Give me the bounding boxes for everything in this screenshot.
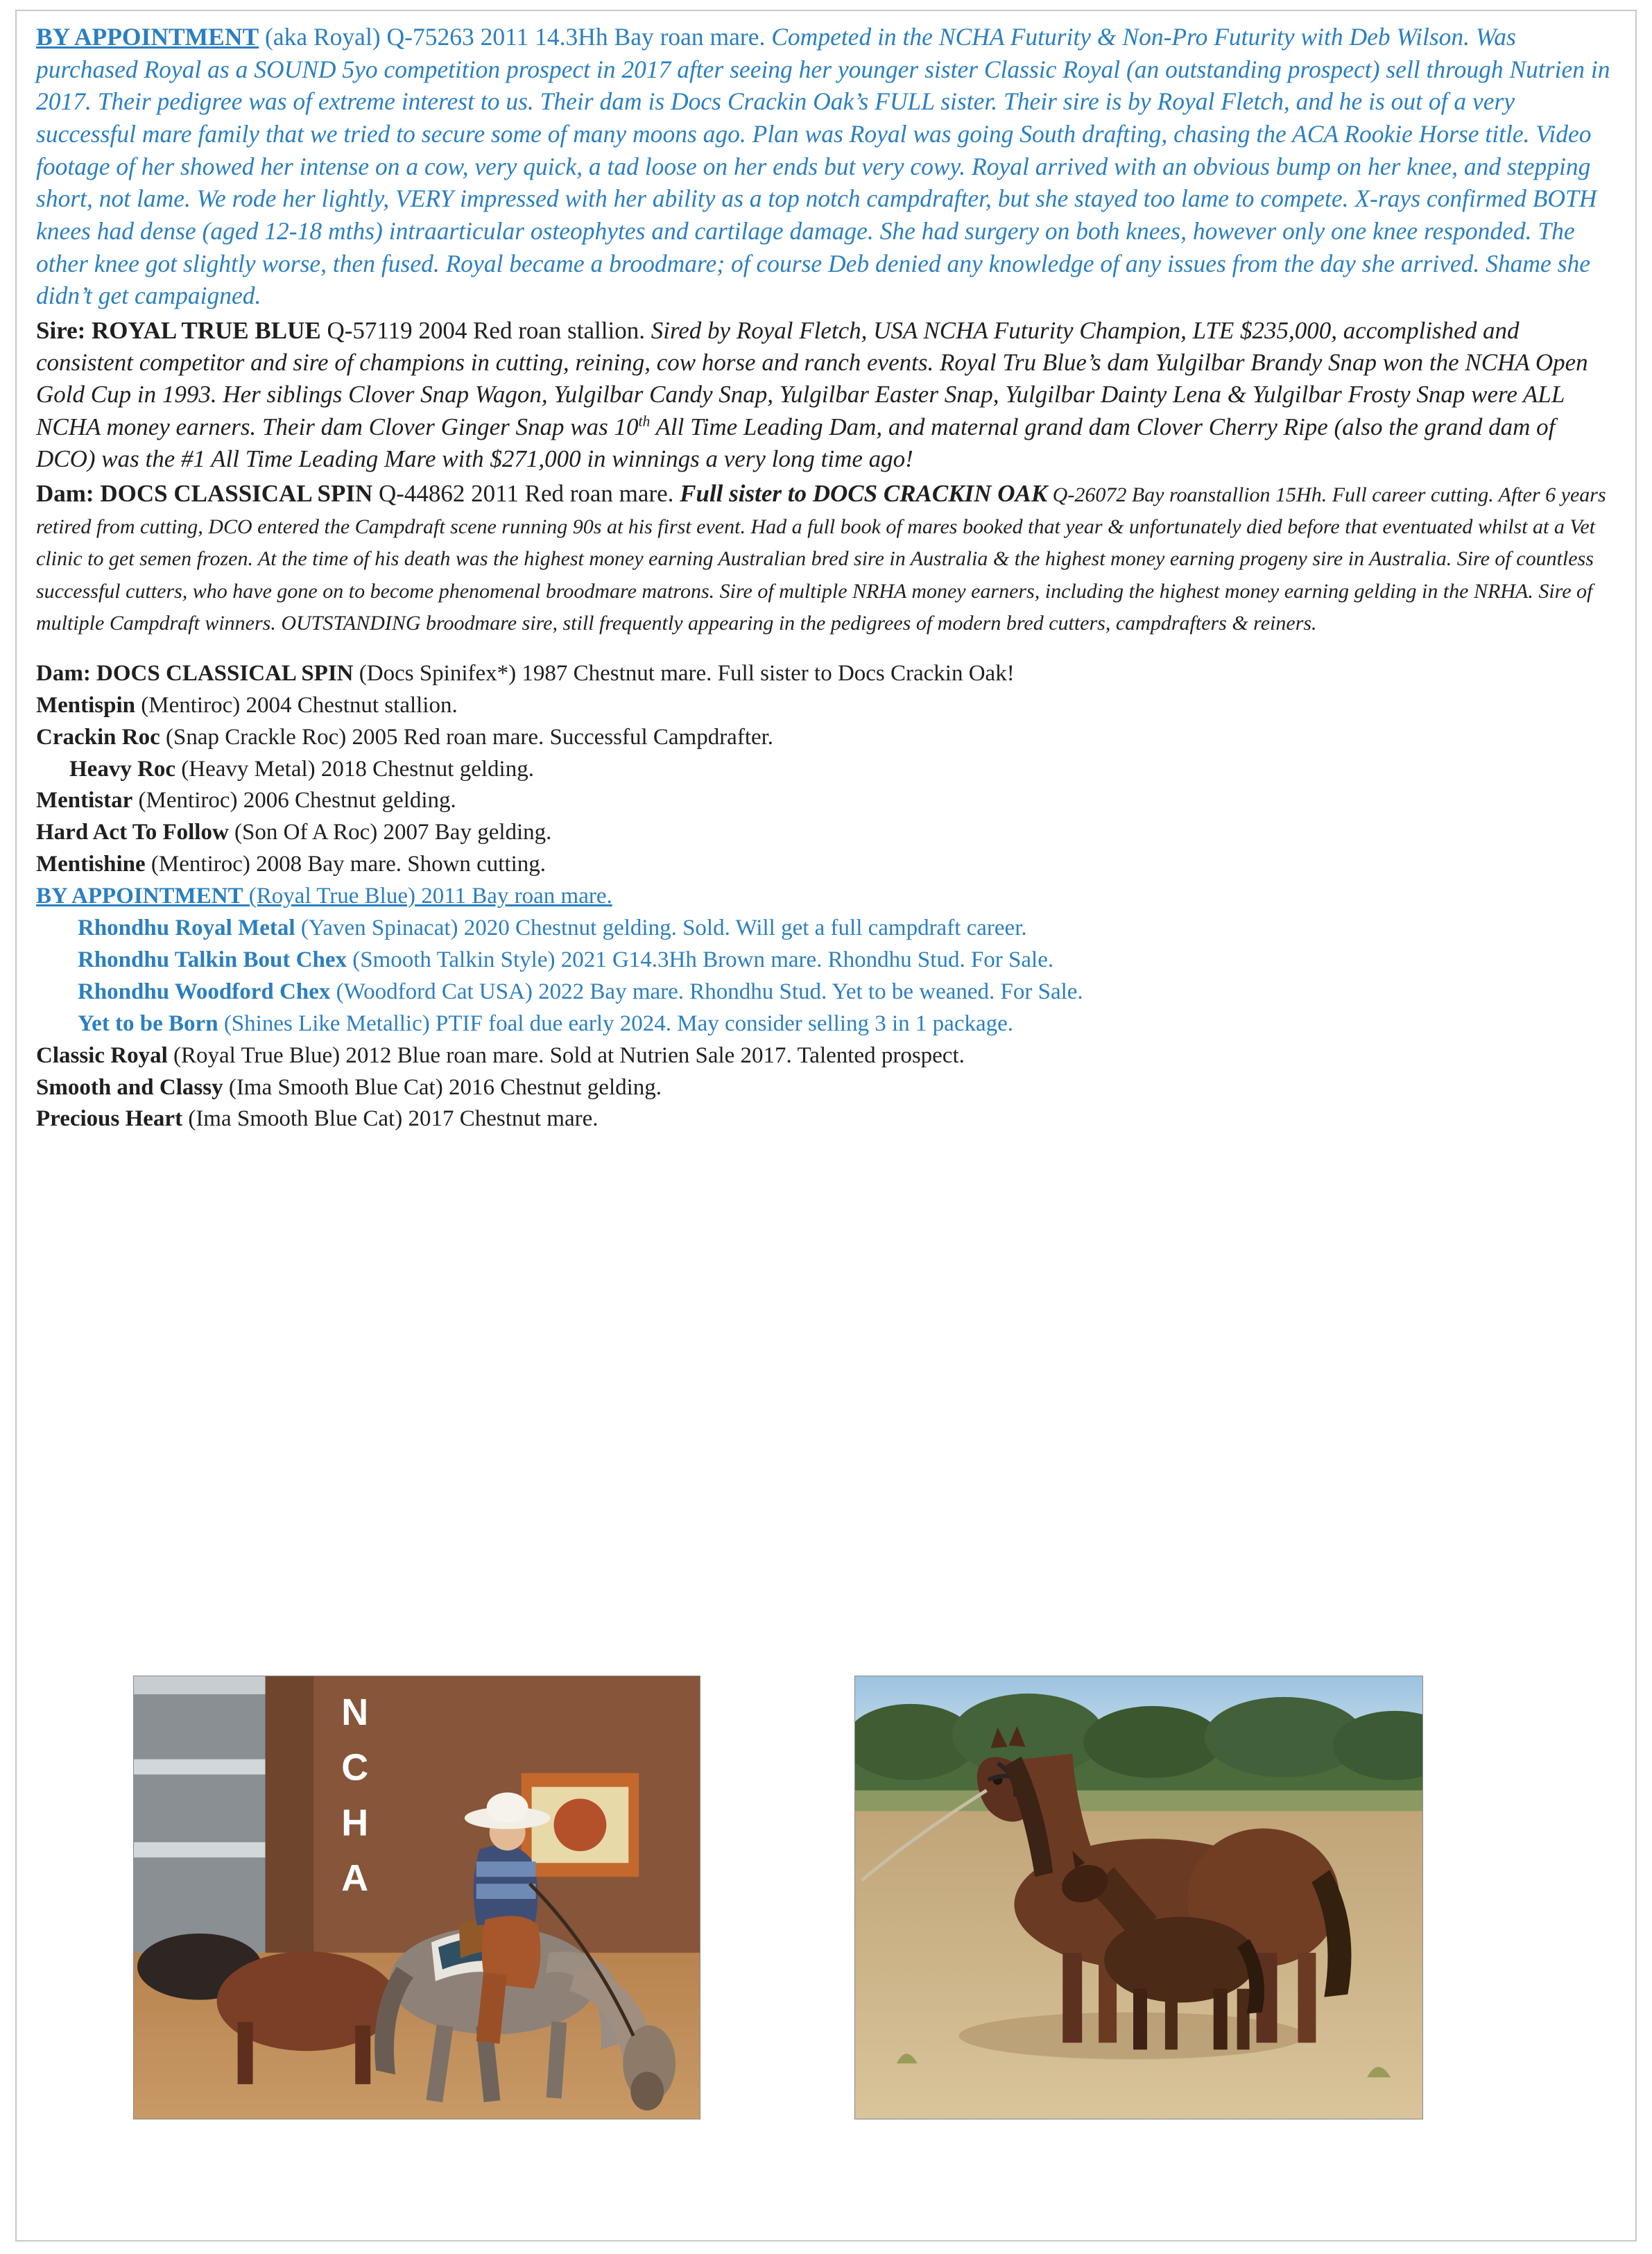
sire-registration: Q-57119 2004 Red roan stallion.: [320, 317, 651, 345]
pedigree-detail: (Shines Like Metallic) PTIF foal due early 2024. May consider selling 3 in 1 package.: [218, 1010, 1014, 1036]
pedigree-name: Mentispin: [36, 692, 136, 718]
svg-text:N: N: [341, 1691, 369, 1733]
pedigree-name: Crackin Roc: [36, 724, 160, 750]
pedigree-name: Rhondhu Woodford Chex: [78, 979, 331, 1004]
dam-full-sister-detail: Q-26072 Bay roan: [1047, 483, 1208, 506]
list-item: [36, 818, 1616, 848]
pedigree-name: Rhondhu Talkin Bout Chex: [78, 947, 347, 972]
pedigree-detail: (Heavy Metal) 2018 Chestnut gelding.: [175, 756, 534, 782]
list-item: [36, 723, 1616, 752]
pedigree-detail: (Ima Smooth Blue Cat) 2016 Chestnut gelding.: [223, 1074, 662, 1100]
pedigree-detail: (Yaven Spinacat) 2020 Chestnut gelding. Sold. Will get a full campdraft career.: [295, 915, 1027, 941]
section-spacer: [36, 639, 1616, 659]
list-item: [36, 1104, 1616, 1134]
pedigree-name: Precious Heart: [36, 1106, 183, 1132]
sire-body-part2: All Time Leading Dam, and maternal grand dam Clover Cherry Ripe (also the grand dam of DCO) was the #1 All Time Leading Mare with $271,000 in winnings a very long time ago!: [36, 413, 1556, 472]
sire-paragraph: [36, 315, 1616, 475]
pedigree-name: Heavy Roc: [69, 756, 176, 782]
intro-body: Competed in the NCHA Futurity & Non-Pro Futurity with Deb Wilson. Was purchased Royal as a SOUND 5yo competition prospect in 2017 after seeing her younger sister Classic Royal (an outstanding prospect) sell through Nutrien in 2017. Their pedigree was of extreme interest to us. Their dam is Docs Crackin Oak’s FULL sister. Their sire is by Royal Fletch, and he is out of a very successful mare family that we tried to secure some of many moons ago. Plan was Royal was going South drafting, chasing the ACA Rookie Horse title. Video footage of her showed her intense on a cow, very quick, a tad loose on her ends but very cowy. Royal arrived with an obvious bump on her knee, and stepping short, not lame. We rode her lightly, VERY impressed with her ability as a top notch campdrafter, but she stayed too lame to compete. X-rays confirmed BOTH knees had dense (aged 12-18 mths) intraarticular osteophytes and cartilage damage. She had surgery on both knees, however only one knee responded. The other knee got slightly worse, then fused. Royal became a broodmare; of course Deb denied any knowledge of any issues from the day she arrived. Shame she didn’t get campaigned.: [36, 23, 1610, 310]
pedigree-list: [36, 659, 1616, 1134]
svg-text:C: C: [341, 1746, 369, 1789]
sire-heading: Sire: ROYAL TRUE BLUE: [36, 317, 321, 345]
list-item: [36, 755, 1616, 784]
list-item-by-appointment: [36, 881, 1616, 911]
list-item: [36, 850, 1616, 879]
cutting-competition-illustration: [134, 1676, 700, 2119]
pedigree-detail: (Royal True Blue) 2011 Bay roan mare.: [243, 884, 612, 909]
dam-paragraph: [36, 478, 1616, 638]
dam-full-sister-heading: Full sister to DOCS CRACKIN OAK: [680, 479, 1048, 507]
dam-body: stallion 15Hh. Full career cutting. After 6 years retired from cutting, DCO entered the Campdraft scene running 90s at his first event. Had a full book of mares booked that year & unfortunately died before that eventuated whilst at a Vet clinic to get semen frozen. At the time of his death was the highest money earning Australian bred sire in Australia & the highest money earning progeny sire in Australia. Sire of countless successful cutters, who have gone on to become phenomenal broodmare matrons. Sire of multiple NRHA money earners, including the highest money earning gelding in the NRHA. Sire of multiple Campdraft winners. OUTSTANDING broodmare sire, still frequently appearing in the pedigrees of modern bred cutters, campdrafters & reiners.: [36, 483, 1606, 635]
mare-and-foal-illustration: [855, 1676, 1422, 2119]
list-item: [36, 691, 1616, 721]
list-item: [36, 977, 1616, 1007]
document-content: [36, 21, 1616, 1136]
dam-registration: Q-44862 2011 Red roan mare.: [372, 479, 680, 507]
pedigree-name: Hard Act To Follow: [36, 820, 229, 845]
list-item: [36, 1041, 1616, 1071]
pedigree-name: Mentistar: [36, 788, 133, 814]
pedigree-detail: (Mentiroc) 2006 Chestnut gelding.: [132, 788, 456, 814]
pedigree-detail: (Mentiroc) 2004 Chestnut stallion.: [135, 692, 458, 718]
intro-horse-details: (aka Royal) Q-75263 2011 14.3Hh Bay roan mare.: [259, 23, 772, 51]
pedigree-detail: (Woodford Cat USA) 2022 Bay mare. Rhondhu Stud. Yet to be weaned. For Sale.: [330, 979, 1083, 1004]
pedigree-detail: (Smooth Talkin Style) 2021 G14.3Hh Brown mare. Rhondhu Stud. For Sale.: [346, 947, 1054, 972]
pedigree-name: Mentishine: [36, 852, 146, 877]
list-item: [36, 786, 1616, 816]
svg-text:H: H: [341, 1802, 369, 1844]
pedigree-name: BY APPOINTMENT: [36, 884, 243, 909]
list-item: [36, 945, 1616, 975]
pedigree-name: Rhondhu Royal Metal: [78, 915, 295, 941]
dam-heading: Dam: DOCS CLASSICAL SPIN: [36, 479, 373, 507]
intro-paragraph: [36, 21, 1616, 312]
pedigree-name: Classic Royal: [36, 1042, 168, 1068]
list-item: [36, 659, 1616, 689]
sire-body-part1: Sired by Royal Fletch, USA NCHA Futurity Champion, LTE $235,000, accomplished and consistent competitor and sire of champions in cutting, reining, cow horse and ranch events. Royal Tru Blue’s dam Yulgilbar Brandy Snap won the NCHA Open Gold Cup in 1993. Her siblings Clover Snap Wagon, Yulgilbar Candy Snap, Yulgilbar Easter Snap, Yulgilbar Dainty Lena & Yulgilbar Frosty Snap were ALL NCHA money earners. Their dam Clover Ginger Snap was 10: [36, 317, 1588, 440]
pedigree-detail: (Docs Spinifex*) 1987 Chestnut mare. Full sister to Docs Crackin Oak!: [353, 660, 1015, 686]
pedigree-name: Dam: DOCS CLASSICAL SPIN: [36, 660, 354, 686]
pedigree-detail: (Royal True Blue) 2012 Blue roan mare. Sold at Nutrien Sale 2017. Talented prospect.: [167, 1042, 965, 1068]
sire-ordinal-suffix: th: [638, 412, 651, 429]
photo-row: [36, 1676, 1616, 2126]
pedigree-name: Smooth and Classy: [36, 1074, 223, 1100]
pedigree-detail: (Son Of A Roc) 2007 Bay gelding.: [228, 820, 552, 845]
pedigree-detail: (Ima Smooth Blue Cat) 2017 Chestnut mare.: [182, 1106, 599, 1132]
list-item: [36, 1009, 1616, 1039]
mare-and-foal-photo: [854, 1676, 1423, 2119]
list-item: [36, 1073, 1616, 1103]
cutting-competition-photo: [133, 1676, 700, 2119]
intro-horse-name: BY APPOINTMENT: [36, 23, 259, 51]
list-item: [36, 913, 1616, 943]
pedigree-detail: (Mentiroc) 2008 Bay mare. Shown cutting.: [145, 852, 547, 877]
pedigree-name: Yet to be Born: [78, 1010, 218, 1036]
pedigree-detail: (Snap Crackle Roc) 2005 Red roan mare. Successful Campdrafter.: [160, 724, 774, 750]
svg-text:A: A: [341, 1857, 369, 1900]
